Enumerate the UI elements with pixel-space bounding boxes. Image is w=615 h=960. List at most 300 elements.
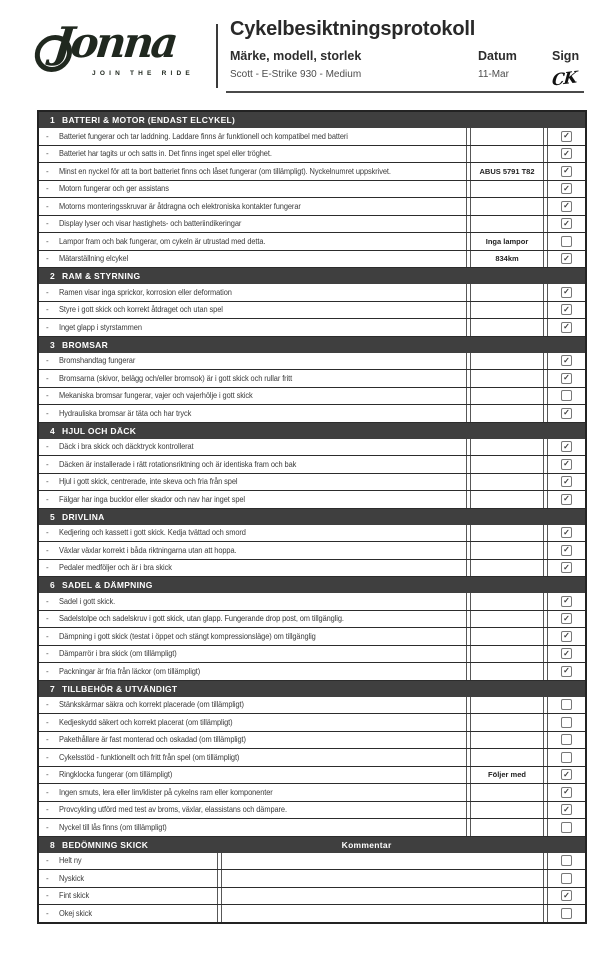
bullet-icon: -	[46, 717, 49, 727]
bullet-icon: -	[46, 649, 49, 659]
row-value-cell	[470, 542, 544, 559]
row-description-text: Dämpning i gott skick (testat i öppet och stängt kompressionsläge) om tillgänglig	[58, 631, 316, 641]
checklist-row	[39, 370, 585, 388]
row-checkbox-cell[interactable]	[547, 216, 585, 233]
bullet-icon: -	[46, 787, 49, 797]
row-checkbox-cell[interactable]	[547, 456, 585, 473]
section-header	[39, 268, 585, 284]
row-value-cell: 834km	[470, 251, 544, 268]
row-value-cell	[470, 802, 544, 819]
checkbox-icon[interactable]: ✓	[561, 322, 572, 333]
bullet-icon: -	[46, 391, 49, 401]
bullet-icon: -	[46, 166, 49, 176]
row-description-cell	[39, 628, 467, 645]
row-checkbox-cell[interactable]	[547, 284, 585, 301]
row-value-cell	[470, 439, 544, 456]
row-description-cell	[39, 163, 467, 180]
checkbox-icon[interactable]: ✓	[561, 545, 572, 556]
checklist-row	[39, 560, 585, 578]
section-number: 4	[50, 425, 56, 436]
section-title: BROMSAR	[62, 339, 109, 350]
row-value-cell	[470, 611, 544, 628]
checklist-row	[39, 439, 585, 457]
row-comment-cell[interactable]	[221, 905, 544, 922]
checkbox-icon[interactable]: ✓	[561, 218, 572, 229]
checklist-row	[39, 405, 585, 423]
checklist-row	[39, 163, 585, 181]
logo-tagline: JOIN THE RIDE	[92, 70, 194, 77]
checklist-row	[39, 302, 585, 320]
section-number: 6	[50, 580, 56, 590]
row-description-cell	[39, 663, 467, 680]
row-description-cell	[39, 888, 218, 905]
row-description-cell	[39, 749, 467, 766]
row-description-cell	[39, 646, 467, 663]
row-checkbox-cell[interactable]	[547, 853, 585, 870]
row-checkbox-cell[interactable]	[547, 819, 585, 836]
checkbox-icon[interactable]: ✓	[561, 613, 572, 624]
row-checkbox-cell[interactable]	[547, 542, 585, 559]
bullet-icon: -	[46, 735, 49, 745]
row-description-cell	[39, 611, 467, 628]
checklist-row	[39, 767, 585, 785]
row-description-cell	[39, 525, 467, 542]
checklist-row	[39, 628, 585, 646]
row-checkbox-cell[interactable]	[547, 302, 585, 319]
assessment-row	[39, 905, 585, 922]
row-value-cell: Inga lampor	[470, 233, 544, 250]
row-description-text: Provcykling utförd med test av broms, växlar, elassistans och dämpare.	[58, 805, 287, 815]
row-description-cell	[39, 542, 467, 559]
section-header	[39, 509, 585, 525]
checklist-table	[37, 110, 587, 924]
section-header	[39, 837, 585, 853]
checklist-row	[39, 251, 585, 269]
row-description-cell	[39, 319, 467, 336]
row-value-cell	[470, 370, 544, 387]
checklist-row	[39, 542, 585, 560]
row-description-cell	[39, 491, 467, 508]
row-description-text: Display lyser och visar hastighets- och batteriindikeringar	[58, 219, 241, 229]
row-description-cell	[39, 146, 467, 163]
checklist-row	[39, 388, 585, 406]
checklist-row	[39, 714, 585, 732]
checkbox-icon[interactable]	[561, 855, 572, 866]
row-description-cell	[39, 353, 467, 370]
row-checkbox-cell[interactable]	[547, 251, 585, 268]
row-description-cell	[39, 870, 218, 887]
row-checkbox-cell[interactable]	[547, 525, 585, 542]
row-description-text: Däck i bra skick och däcktryck kontrollerat	[58, 442, 194, 452]
checklist-row	[39, 233, 585, 251]
date-label: Datum	[478, 49, 517, 63]
checklist-row	[39, 181, 585, 199]
row-value-cell	[470, 456, 544, 473]
checkbox-icon[interactable]	[561, 752, 572, 763]
checkbox-icon[interactable]: ✓	[561, 562, 572, 573]
checkbox-icon[interactable]	[561, 390, 572, 401]
row-value-cell	[470, 525, 544, 542]
row-description-text: Lampor fram och bak fungerar, om cykeln är utrustad med detta.	[58, 236, 266, 246]
section-header	[39, 423, 585, 439]
checklist-row	[39, 646, 585, 664]
row-description-text: Kedjeskydd säkert och korrekt placerat (om tillämpligt)	[58, 717, 233, 727]
row-description-cell	[39, 784, 467, 801]
row-checkbox-cell[interactable]	[547, 888, 585, 905]
checkbox-icon[interactable]: ✓	[561, 373, 572, 384]
checklist-row	[39, 491, 585, 509]
row-value-cell	[470, 302, 544, 319]
row-checkbox-cell[interactable]	[547, 491, 585, 508]
row-description-cell	[39, 388, 467, 405]
row-value-cell	[470, 128, 544, 145]
checkbox-icon[interactable]: ✓	[561, 648, 572, 659]
row-value-cell	[470, 714, 544, 731]
checklist-row	[39, 732, 585, 750]
row-description-cell	[39, 251, 467, 268]
row-value-cell	[470, 216, 544, 233]
header-divider	[216, 24, 218, 88]
checkbox-icon[interactable]: ✓	[561, 596, 572, 607]
row-description-text: Sadel i gott skick.	[58, 596, 115, 606]
bullet-icon: -	[46, 149, 49, 159]
row-description-cell	[39, 767, 467, 784]
checklist-row	[39, 456, 585, 474]
checkbox-icon[interactable]: ✓	[561, 787, 572, 798]
comment-column-label: Kommentar	[341, 839, 392, 850]
checklist-row	[39, 216, 585, 234]
row-description-cell	[39, 302, 467, 319]
bullet-icon: -	[46, 459, 49, 469]
bullet-icon: -	[46, 201, 49, 211]
bullet-icon: -	[46, 287, 49, 297]
checklist-row	[39, 611, 585, 629]
row-description-text: Dämparrör i bra skick (om tillämpligt)	[58, 649, 177, 659]
row-value-cell	[470, 353, 544, 370]
row-description-text: Okej skick	[58, 908, 92, 918]
row-description-text: Mätarställning elcykel	[58, 254, 128, 264]
checkbox-icon[interactable]: ✓	[561, 666, 572, 677]
row-checkbox-cell[interactable]	[547, 128, 585, 145]
section-header	[39, 112, 585, 128]
checkbox-icon[interactable]: ✓	[561, 441, 572, 452]
bullet-icon: -	[46, 563, 49, 573]
row-description-cell	[39, 128, 467, 145]
checklist-row	[39, 593, 585, 611]
row-checkbox-cell[interactable]	[547, 663, 585, 680]
row-value-cell	[470, 732, 544, 749]
row-checkbox-cell[interactable]	[547, 628, 585, 645]
row-description-text: Helt ny	[58, 856, 82, 866]
bullet-icon: -	[46, 442, 49, 452]
row-description-cell	[39, 593, 467, 610]
row-description-text: Ringklocka fungerar (om tillämpligt)	[58, 770, 172, 780]
row-description-text: Batteriet fungerar och tar laddning. Laddare finns är funktionell och kompatibel med batteri	[58, 131, 348, 141]
checkbox-icon[interactable]: ✓	[561, 355, 572, 366]
section-header	[39, 337, 585, 353]
assessment-row	[39, 870, 585, 888]
row-value-cell	[470, 697, 544, 714]
checklist-row	[39, 784, 585, 802]
row-checkbox-cell[interactable]	[547, 905, 585, 922]
row-description-text: Cykelsstöd - funktionellt och fritt från spel (om tillämpligt)	[58, 752, 239, 762]
bullet-icon: -	[46, 822, 49, 832]
section-number: 1	[50, 115, 56, 125]
checkbox-icon[interactable]: ✓	[561, 408, 572, 419]
row-description-text: Hjul i gott skick, centrerade, inte skeva och fria från spel	[58, 477, 238, 487]
row-description-cell	[39, 802, 467, 819]
checkbox-icon[interactable]	[561, 699, 572, 710]
row-comment-cell[interactable]	[221, 888, 544, 905]
row-value-cell	[470, 474, 544, 491]
row-checkbox-cell[interactable]	[547, 388, 585, 405]
row-description-text: Fälgar har inga bucklor eller skador och nav har inget spel	[58, 494, 245, 504]
assessment-row	[39, 853, 585, 871]
row-description-cell	[39, 456, 467, 473]
section-header	[39, 577, 585, 593]
row-description-cell	[39, 697, 467, 714]
row-description-cell	[39, 474, 467, 491]
signature: CK	[551, 67, 578, 90]
row-description-cell	[39, 405, 467, 422]
checklist-row	[39, 663, 585, 681]
row-description-text: Ramen visar inga sprickor, korrosion eller deformation	[58, 287, 232, 297]
bullet-icon: -	[46, 700, 49, 710]
row-checkbox-cell[interactable]	[547, 611, 585, 628]
section-number: 3	[50, 339, 56, 350]
checkbox-icon[interactable]: ✓	[561, 494, 572, 505]
row-value-cell	[470, 784, 544, 801]
row-checkbox-cell[interactable]	[547, 784, 585, 801]
row-checkbox-cell[interactable]	[547, 198, 585, 215]
bullet-icon: -	[46, 856, 49, 866]
row-description-cell	[39, 560, 467, 577]
checkbox-icon[interactable]	[561, 734, 572, 745]
section-title: TILLBEHÖR & UTVÄNDIGT	[62, 683, 178, 694]
row-description-text: Motorns monteringsskruvar är åtdragna och elektroniska kontakter fungerar	[58, 201, 301, 211]
row-description-cell	[39, 198, 467, 215]
row-description-cell	[39, 714, 467, 731]
jonna-logo	[40, 18, 215, 90]
row-comment-cell[interactable]	[221, 853, 544, 870]
checkbox-icon[interactable]: ✓	[561, 804, 572, 815]
section-header	[39, 681, 585, 697]
row-checkbox-cell[interactable]	[547, 646, 585, 663]
row-checkbox-cell[interactable]	[547, 560, 585, 577]
bullet-icon: -	[46, 805, 49, 815]
row-value-cell	[470, 146, 544, 163]
bullet-icon: -	[46, 666, 49, 676]
checklist-row	[39, 697, 585, 715]
row-checkbox-cell[interactable]	[547, 767, 585, 784]
checklist-row	[39, 525, 585, 543]
bullet-icon: -	[46, 891, 49, 901]
checkbox-icon[interactable]	[561, 717, 572, 728]
row-checkbox-cell[interactable]	[547, 353, 585, 370]
row-value-cell	[470, 646, 544, 663]
bullet-icon: -	[46, 873, 49, 883]
checkbox-icon[interactable]: ✓	[561, 769, 572, 780]
row-value-cell	[470, 491, 544, 508]
row-description-cell	[39, 370, 467, 387]
row-checkbox-cell[interactable]	[547, 802, 585, 819]
checkbox-icon[interactable]	[561, 236, 572, 247]
row-description-text: Nyckel till lås finns (om tillämpligt)	[58, 822, 167, 832]
row-description-cell	[39, 819, 467, 836]
row-value-cell	[470, 593, 544, 610]
row-description-text: Sadelstolpe och sadelskruv i gott skick, utan glapp. Fungerande drop post, om tillgänglig.	[58, 614, 344, 624]
bullet-icon: -	[46, 254, 49, 264]
row-description-cell	[39, 284, 467, 301]
row-description-text: Batteriet har tagits ur och satts in. Det finns inget spel eller tröghet.	[58, 149, 272, 159]
row-description-text: Bromsarna (skivor, belägg och/eller bromsok) är i gott skick och rullar fritt	[58, 373, 292, 383]
checkbox-icon[interactable]: ✓	[561, 527, 572, 538]
bullet-icon: -	[46, 477, 49, 487]
row-checkbox-cell[interactable]	[547, 474, 585, 491]
section-title: RAM & STYRNING	[62, 271, 141, 281]
checkbox-icon[interactable]	[561, 822, 572, 833]
section-number: 5	[50, 511, 56, 522]
row-value-cell	[470, 749, 544, 766]
row-value-cell: Följer med	[470, 767, 544, 784]
row-value-cell: ABUS 5791 T82	[470, 163, 544, 180]
row-value-cell	[470, 628, 544, 645]
bullet-icon: -	[46, 528, 49, 538]
row-description-text: Hydrauliska bromsar är täta och har tryck	[58, 408, 191, 418]
bike-spec-value: Scott - E-Strike 930 - Medium	[230, 69, 362, 80]
row-description-cell	[39, 853, 218, 870]
checkbox-icon[interactable]	[561, 908, 572, 919]
row-description-cell	[39, 732, 467, 749]
checklist-row	[39, 128, 585, 146]
row-description-text: Pakethållare är fast monterad och oskadad (om tillämpligt)	[58, 735, 246, 745]
row-comment-cell[interactable]	[221, 870, 544, 887]
checkbox-icon[interactable]: ✓	[561, 253, 572, 264]
checkbox-icon[interactable]: ✓	[561, 631, 572, 642]
row-description-text: Packningar är fria från läckor (om tillämpligt)	[58, 666, 200, 676]
page-title: Cykelbesiktningsprotokoll	[230, 18, 476, 40]
bullet-icon: -	[46, 770, 49, 780]
header-labels-row	[230, 49, 584, 63]
checklist-row	[39, 319, 585, 337]
row-value-cell	[470, 319, 544, 336]
row-value-cell	[470, 388, 544, 405]
row-checkbox-cell[interactable]	[547, 163, 585, 180]
checklist-row	[39, 353, 585, 371]
row-description-text: Bromshandtag fungerar	[58, 356, 135, 366]
section-title: BEDÖMNING SKICK	[62, 839, 149, 850]
row-checkbox-cell[interactable]	[547, 233, 585, 250]
bike-spec-label: Märke, modell, storlek	[230, 49, 362, 63]
row-checkbox-cell[interactable]	[547, 319, 585, 336]
row-value-cell	[470, 405, 544, 422]
header	[0, 0, 615, 108]
row-checkbox-cell[interactable]	[547, 181, 585, 198]
section-title: DRIVLINA	[62, 511, 105, 522]
checklist-row	[39, 749, 585, 767]
row-description-text: Däcken är installerade i rätt rotationsriktning och är identiska fram och bak	[58, 459, 296, 469]
checkbox-icon[interactable]: ✓	[561, 183, 572, 194]
bullet-icon: -	[46, 356, 49, 366]
row-description-text: Mekaniska bromsar fungerar, vajer och vajerhölje i gott skick	[58, 391, 253, 401]
row-description-text: Styre i gott skick och korrekt åtdraget och utan spel	[58, 305, 223, 315]
bullet-icon: -	[46, 219, 49, 229]
logo-wordmark	[37, 18, 217, 68]
row-description-text: Nyskick	[58, 873, 84, 883]
row-value-cell	[470, 560, 544, 577]
checkbox-icon[interactable]: ✓	[561, 459, 572, 470]
row-checkbox-cell[interactable]	[547, 146, 585, 163]
checkbox-icon[interactable]: ✓	[561, 131, 572, 142]
checklist-row	[39, 198, 585, 216]
header-values-row	[230, 69, 584, 89]
checklist-row	[39, 474, 585, 492]
row-description-cell	[39, 181, 467, 198]
section-number: 8	[50, 839, 56, 850]
row-description-cell	[39, 216, 467, 233]
checklist-row	[39, 146, 585, 164]
sign-label: Sign	[552, 49, 580, 63]
section-title: HJUL OCH DÄCK	[62, 425, 137, 436]
bullet-icon: -	[46, 494, 49, 504]
row-checkbox-cell[interactable]	[547, 749, 585, 766]
checkbox-icon[interactable]: ✓	[561, 304, 572, 315]
bullet-icon: -	[46, 322, 49, 332]
row-checkbox-cell[interactable]	[547, 593, 585, 610]
row-checkbox-cell[interactable]	[547, 714, 585, 731]
section-title: BATTERI & MOTOR (ENDAST ELCYKEL)	[62, 115, 236, 125]
bullet-icon: -	[46, 184, 49, 194]
checkbox-icon[interactable]: ✓	[561, 201, 572, 212]
row-description-text: Pedaler medföljer och är i bra skick	[58, 563, 172, 573]
row-checkbox-cell[interactable]	[547, 370, 585, 387]
section-title: SADEL & DÄMPNING	[62, 580, 153, 590]
checkbox-icon[interactable]	[561, 873, 572, 884]
bullet-icon: -	[46, 752, 49, 762]
row-checkbox-cell[interactable]	[547, 439, 585, 456]
row-description-text: Ingen smuts, lera eller lim/klister på cykelns ram eller komponenter	[58, 787, 273, 797]
row-description-cell	[39, 233, 467, 250]
row-description-text: Inget glapp i styrstammen	[58, 322, 142, 332]
checkbox-icon[interactable]: ✓	[561, 148, 572, 159]
row-value-cell	[470, 181, 544, 198]
row-description-cell	[39, 905, 218, 922]
checkbox-icon[interactable]: ✓	[561, 476, 572, 487]
row-value-cell	[470, 284, 544, 301]
row-checkbox-cell[interactable]	[547, 697, 585, 714]
checkbox-icon[interactable]: ✓	[561, 890, 572, 901]
row-description-text: Fint skick	[58, 891, 89, 901]
row-description-cell	[39, 439, 467, 456]
row-checkbox-cell[interactable]	[547, 405, 585, 422]
row-description-text: Växlar växlar korrekt i båda riktningarna utan att hoppa.	[58, 545, 237, 555]
bullet-icon: -	[46, 236, 49, 246]
row-value-cell	[470, 198, 544, 215]
row-checkbox-cell[interactable]	[547, 732, 585, 749]
bullet-icon: -	[46, 305, 49, 315]
section-number: 7	[50, 683, 56, 694]
bullet-icon: -	[46, 408, 49, 418]
checkbox-icon[interactable]: ✓	[561, 166, 572, 177]
bullet-icon: -	[46, 631, 49, 641]
row-description-text: Stänkskärmar säkra och korrekt placerade (om tillämpligt)	[58, 700, 244, 710]
logo-text: Jonna	[51, 18, 178, 67]
row-checkbox-cell[interactable]	[547, 870, 585, 887]
checkbox-icon[interactable]: ✓	[561, 287, 572, 298]
section-number: 2	[50, 271, 56, 281]
checklist-row	[39, 802, 585, 820]
row-description-text: Minst en nyckel för att ta bort batteriet finns och låset fungerar (om tillämpligt). Nyckelnumret uppskrivet.	[58, 166, 391, 176]
